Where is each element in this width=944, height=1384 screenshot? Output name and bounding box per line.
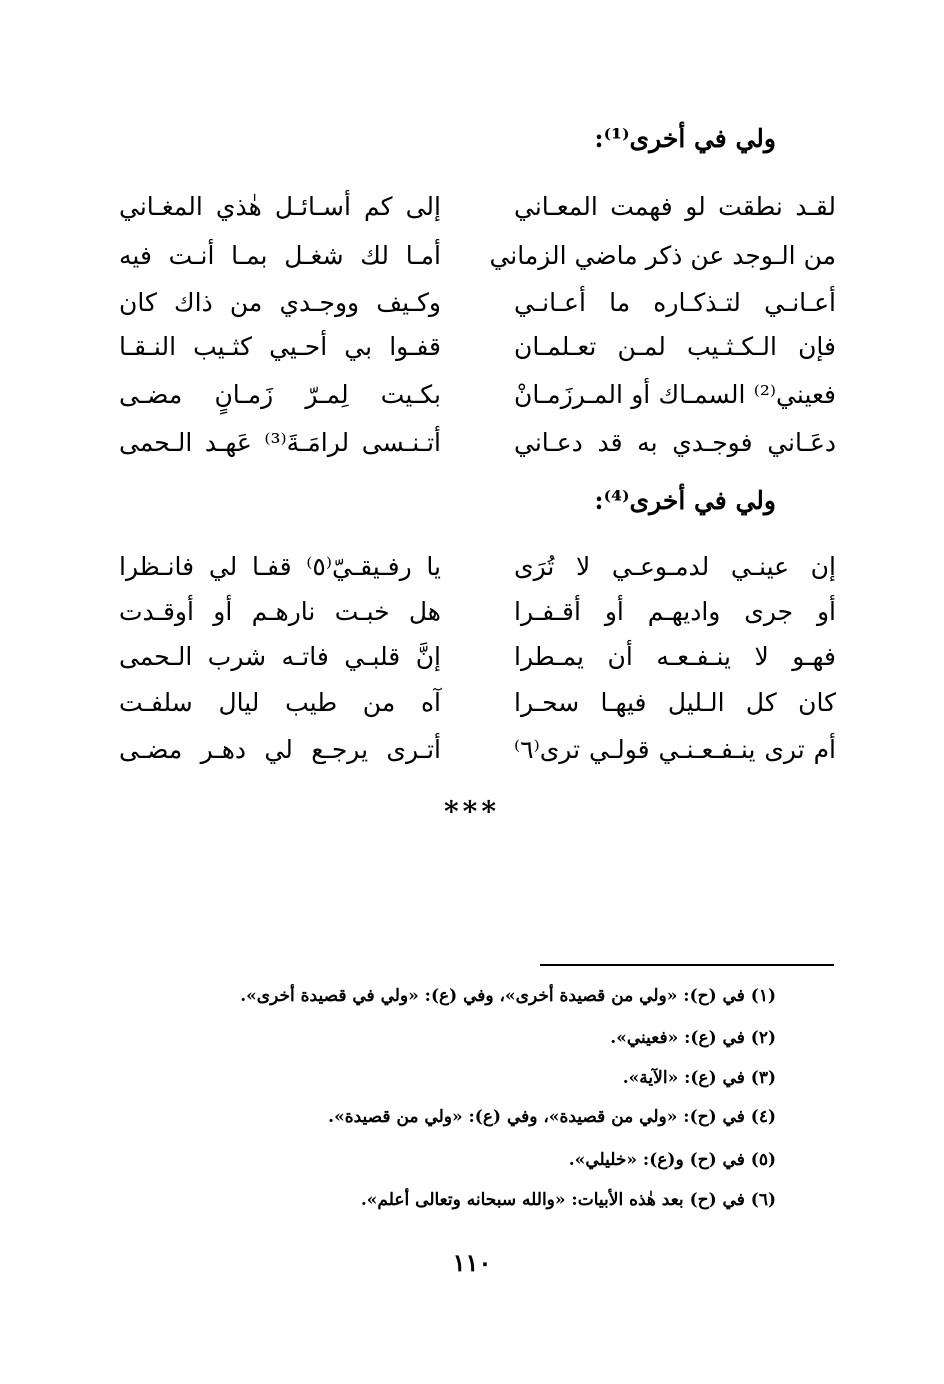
footnote-4: (٤) في (ح): «ولي من قصيدة»، وفي (ع): «ولي من قصيدة».: [328, 1107, 776, 1127]
verse-1-6-second-hemistich: دعَـاني فوجـدي به قد دعـاني: [514, 428, 836, 457]
verse-2-4-first-hemistich: آه من طيب ليال سلفـت: [119, 688, 441, 717]
section-1-heading: ولي في أخرى⁽¹⁾:: [594, 124, 776, 153]
verse-1-5-second-hemistich: فعيني⁽²⁾ السمـاك أو المـرزَمـانْ: [514, 380, 836, 409]
verse-2-5-first-hemistich: أتـرى يرجـع لي دهـر مضـى: [119, 735, 441, 764]
verse-2-4-second-hemistich: كان كل الـليل فيهـا سحـرا: [514, 688, 836, 717]
verse-1-2-first-hemistich: أمـا لك شغـل بمـا أنـت فيه: [119, 241, 441, 270]
footnote-6: (٦) في (ح) بعد هٰذه الأبيات: «والله سبحانه وتعالى أعلم».: [360, 1190, 776, 1210]
verse-1-6-first-hemistich: أتـنـسى لرامَـةَ⁽³⁾ عَهـد الـحمى: [119, 428, 441, 457]
verse-1-4-second-hemistich: فإن الـكـثـيب لمـن تعـلمـان: [514, 332, 836, 361]
verse-1-3-first-hemistich: وكـيف ووجـدي من ذاك كان: [119, 288, 441, 317]
verse-2-3-second-hemistich: فهـو لا ينـفـعـه أن يمـطرا: [514, 642, 836, 671]
verse-1-1-second-hemistich: لقـد نطقت لو فهمت المعـاني: [514, 192, 836, 221]
verse-1-1-first-hemistich: إلى كم أسـائـل هٰذي المغـاني: [119, 192, 441, 221]
verse-1-2-second-hemistich: من الـوجد عن ذكر ماضي الزماني: [489, 241, 836, 270]
footnote-rule: [540, 964, 834, 966]
section-2-heading: ولي في أخرى⁽⁴⁾:: [594, 486, 776, 515]
footnote-2: (٢) في (ع): «فعيني».: [610, 1028, 776, 1048]
verse-2-1-second-hemistich: إن عينـي لدمـوعـي لا تُرَى: [514, 552, 836, 581]
verse-2-2-first-hemistich: هل خبـت نارهـم أو أوقـدت: [119, 597, 441, 626]
verse-2-1-first-hemistich: يا رفـيقـيّ⁽٥⁾ قفـا لي فانـظرا: [119, 552, 441, 581]
verse-2-5-second-hemistich: أم ترى ينـفـعـنـي قولـي ترى⁽٦⁾: [514, 735, 836, 764]
footnote-1: (١) في (ح): «ولي من قصيدة أخرى»، وفي (ع): «ولي في قصيدة أخرى».: [240, 986, 776, 1006]
verse-1-4-first-hemistich: قفـوا بي أحـيي كثـيب النـقـا: [119, 332, 441, 361]
footnote-5: (٥) في (ح) و(ع): «خليلي».: [568, 1150, 776, 1170]
page-number: ١١٠: [452, 1248, 492, 1277]
section-separator: ***: [444, 795, 500, 828]
verse-2-3-first-hemistich: إنَّ قلبـي فاتـه شرب الـحمى: [119, 642, 441, 671]
verse-1-5-first-hemistich: بكـيت لِمـرّ زَمـانٍ مضـى: [119, 380, 441, 409]
verse-1-3-second-hemistich: أعـانـي لتـذكـاره ما أعـانـي: [514, 288, 836, 317]
footnote-3: (٣) في (ع): «الآية».: [622, 1068, 776, 1088]
verse-2-2-second-hemistich: أو جرى واديهـم أو أقـفـرا: [514, 597, 836, 626]
